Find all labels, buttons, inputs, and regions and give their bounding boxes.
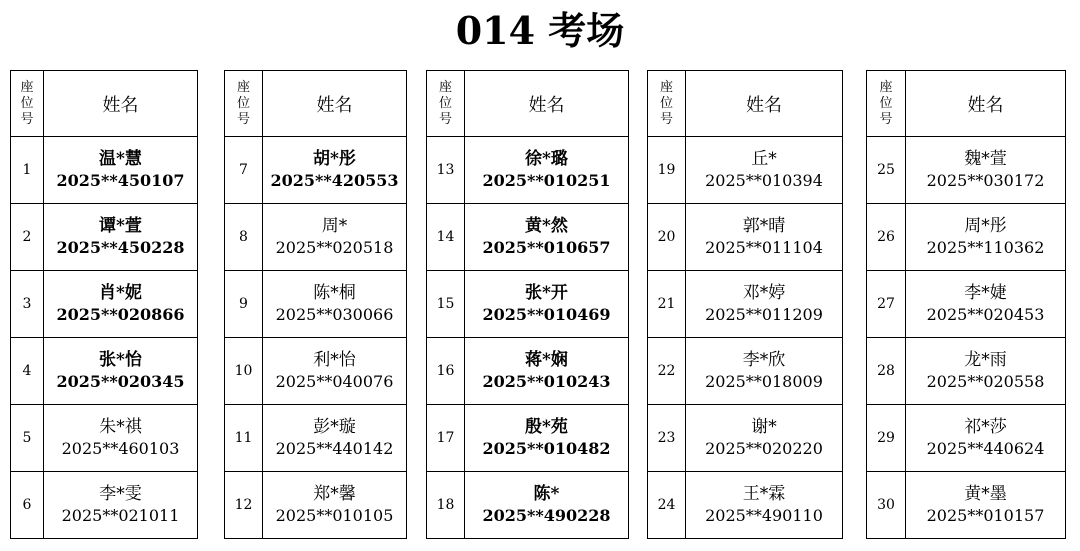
seat-number: 14: [427, 204, 465, 271]
candidate-id: 2025**021011: [61, 506, 180, 525]
seat-number: 2: [11, 204, 44, 271]
seat-table-block: [647, 70, 843, 539]
candidate-id: 2025**018009: [705, 372, 823, 391]
candidate-name: 李*雯: [99, 484, 142, 504]
candidate-cell: [906, 405, 1066, 472]
table-header-row: [867, 71, 1066, 137]
table-row: [867, 405, 1066, 472]
candidate-cell: [906, 204, 1066, 271]
seat-number: 8: [225, 204, 263, 271]
candidate-cell: [44, 405, 198, 472]
table-row: [225, 338, 407, 405]
candidate-id: 2025**460103: [61, 439, 180, 458]
table-header-row: [225, 71, 407, 137]
page-title: 014 考场: [455, 8, 625, 53]
candidate-cell: [465, 338, 629, 405]
candidate-cell: [686, 271, 843, 338]
candidate-cell: [686, 472, 843, 539]
table-row: [427, 405, 629, 472]
seat-number: 30: [867, 472, 906, 539]
candidate-name: 黄*墨: [964, 484, 1007, 504]
candidate-cell: [686, 338, 843, 405]
candidate-id: 2025**020345: [56, 372, 185, 391]
table-header-row: [11, 71, 198, 137]
candidate-id: 2025**110362: [926, 238, 1045, 257]
candidate-name: 陈*: [533, 484, 560, 504]
candidate-name: 李*婕: [964, 283, 1007, 303]
candidate-id: 2025**490110: [705, 506, 823, 525]
seat-table-block: [426, 70, 629, 539]
candidate-cell: [465, 472, 629, 539]
candidate-id: 2025**440142: [275, 439, 394, 458]
candidate-name: 张*怡: [99, 350, 142, 370]
candidate-cell: [263, 338, 407, 405]
candidate-cell: [686, 204, 843, 271]
table-row: [225, 204, 407, 271]
seat-number: 6: [11, 472, 44, 539]
table-row: [648, 137, 843, 204]
candidate-cell: [44, 271, 198, 338]
candidate-cell: [906, 338, 1066, 405]
seat-table-block: [224, 70, 407, 539]
candidate-cell: [906, 137, 1066, 204]
candidate-id: 2025**020220: [705, 439, 823, 458]
candidate-id: 2025**020453: [926, 305, 1045, 324]
seat-number: 25: [867, 137, 906, 204]
candidate-name: 郭*晴: [742, 216, 786, 236]
candidate-name: 朱*祺: [99, 417, 142, 437]
candidate-cell: [263, 137, 407, 204]
candidate-name: 魏*萱: [964, 149, 1007, 169]
candidate-name: 周*彤: [964, 216, 1007, 236]
seat-number: 17: [427, 405, 465, 472]
candidate-id: 2025**020518: [275, 238, 394, 257]
name-header: 姓名: [44, 71, 198, 137]
seat-table-block: [10, 70, 198, 539]
table-row: [427, 271, 629, 338]
candidate-id: 2025**030172: [926, 171, 1045, 190]
candidate-id: 2025**011104: [705, 238, 823, 257]
table-row: [867, 472, 1066, 539]
seat-table-block: [866, 70, 1066, 539]
candidate-id: 2025**420553: [270, 171, 399, 190]
candidate-name: 周*: [321, 216, 348, 236]
candidate-cell: [263, 204, 407, 271]
candidate-name: 谭*萱: [99, 216, 142, 236]
seat-number: 23: [648, 405, 686, 472]
name-header: 姓名: [263, 71, 407, 137]
candidate-cell: [465, 271, 629, 338]
seat-number-header: 座 位 号: [648, 71, 686, 137]
candidate-cell: [44, 204, 198, 271]
table-header-row: [648, 71, 843, 137]
candidate-name: 徐*璐: [525, 149, 568, 169]
seat-number-header: 座 位 号: [11, 71, 44, 137]
seat-number: 18: [427, 472, 465, 539]
candidate-name: 王*霖: [742, 484, 786, 504]
table-row: [11, 338, 198, 405]
table-row: [648, 338, 843, 405]
candidate-cell: [44, 472, 198, 539]
candidate-cell: [906, 472, 1066, 539]
seat-number: 3: [11, 271, 44, 338]
table-row: [427, 472, 629, 539]
candidate-id: 2025**010251: [482, 171, 611, 190]
candidate-cell: [686, 137, 843, 204]
candidate-name: 李*欣: [742, 350, 786, 370]
seat-number: 24: [648, 472, 686, 539]
seat-number-header: 座 位 号: [867, 71, 906, 137]
candidate-cell: [44, 137, 198, 204]
seat-number: 21: [648, 271, 686, 338]
table-row: [11, 271, 198, 338]
seat-number: 5: [11, 405, 44, 472]
seat-number: 20: [648, 204, 686, 271]
seat-number: 10: [225, 338, 263, 405]
seat-number: 27: [867, 271, 906, 338]
table-row: [225, 271, 407, 338]
table-row: [225, 137, 407, 204]
seat-number-header: 座 位 号: [427, 71, 465, 137]
seat-number: 1: [11, 137, 44, 204]
candidate-id: 2025**490228: [482, 506, 611, 525]
candidate-name: 蒋*娴: [525, 350, 568, 370]
seat-number: 13: [427, 137, 465, 204]
table-header-row: [427, 71, 629, 137]
seat-number-header: 座 位 号: [225, 71, 263, 137]
table-row: [867, 271, 1066, 338]
seat-number: 15: [427, 271, 465, 338]
table-row: [11, 204, 198, 271]
seat-number: 7: [225, 137, 263, 204]
candidate-name: 陈*桐: [313, 283, 356, 303]
table-row: [427, 204, 629, 271]
candidate-id: 2025**020558: [926, 372, 1045, 391]
candidate-id: 2025**010657: [482, 238, 611, 257]
seat-number: 26: [867, 204, 906, 271]
candidate-name: 丘*: [751, 149, 777, 169]
candidate-cell: [686, 405, 843, 472]
seat-number: 29: [867, 405, 906, 472]
candidate-cell: [465, 405, 629, 472]
candidate-id: 2025**040076: [275, 372, 394, 391]
candidate-name: 祁*莎: [964, 417, 1007, 437]
candidate-name: 黄*然: [525, 216, 568, 236]
table-row: [11, 472, 198, 539]
table-row: [11, 137, 198, 204]
table-row: [427, 137, 629, 204]
candidate-id: 2025**010105: [275, 506, 394, 525]
candidate-id: 2025**440624: [926, 439, 1045, 458]
table-row: [867, 338, 1066, 405]
candidate-name: 邓*婷: [742, 283, 786, 303]
candidate-name: 利*怡: [313, 350, 356, 370]
candidate-id: 2025**011209: [705, 305, 823, 324]
candidate-cell: [263, 271, 407, 338]
table-row: [648, 204, 843, 271]
candidate-cell: [44, 338, 198, 405]
table-row: [648, 405, 843, 472]
candidate-id: 2025**010482: [482, 439, 611, 458]
candidate-id: 2025**450107: [56, 171, 185, 190]
candidate-name: 肖*妮: [99, 283, 142, 303]
candidate-cell: [465, 204, 629, 271]
candidate-id: 2025**010243: [482, 372, 611, 391]
table-row: [867, 137, 1066, 204]
candidate-name: 郑*馨: [313, 484, 356, 504]
candidate-cell: [263, 405, 407, 472]
name-header: 姓名: [686, 71, 843, 137]
candidate-id: 2025**450228: [56, 238, 185, 257]
seat-number: 22: [648, 338, 686, 405]
table-row: [225, 405, 407, 472]
candidate-name: 胡*彤: [313, 149, 356, 169]
table-row: [648, 271, 843, 338]
candidate-id: 2025**010157: [926, 506, 1045, 525]
candidate-id: 2025**010394: [705, 171, 823, 190]
seat-number: 16: [427, 338, 465, 405]
seat-number: 12: [225, 472, 263, 539]
seat-number: 11: [225, 405, 263, 472]
name-header: 姓名: [906, 71, 1066, 137]
candidate-id: 2025**020866: [56, 305, 185, 324]
table-row: [867, 204, 1066, 271]
seat-number: 9: [225, 271, 263, 338]
seat-number: 4: [11, 338, 44, 405]
name-header: 姓名: [465, 71, 629, 137]
table-row: [225, 472, 407, 539]
candidate-cell: [465, 137, 629, 204]
table-row: [427, 338, 629, 405]
table-row: [11, 405, 198, 472]
candidate-id: 2025**010469: [482, 305, 611, 324]
candidate-cell: [906, 271, 1066, 338]
table-row: [648, 472, 843, 539]
candidate-name: 张*开: [525, 283, 568, 303]
candidate-name: 谢*: [751, 417, 777, 437]
candidate-name: 殷*苑: [525, 417, 568, 437]
candidate-name: 龙*雨: [964, 350, 1007, 370]
candidate-cell: [263, 472, 407, 539]
candidate-id: 2025**030066: [275, 305, 394, 324]
seat-number: 28: [867, 338, 906, 405]
seat-number: 19: [648, 137, 686, 204]
candidate-name: 彭*璇: [313, 417, 356, 437]
candidate-name: 温*慧: [99, 149, 142, 169]
